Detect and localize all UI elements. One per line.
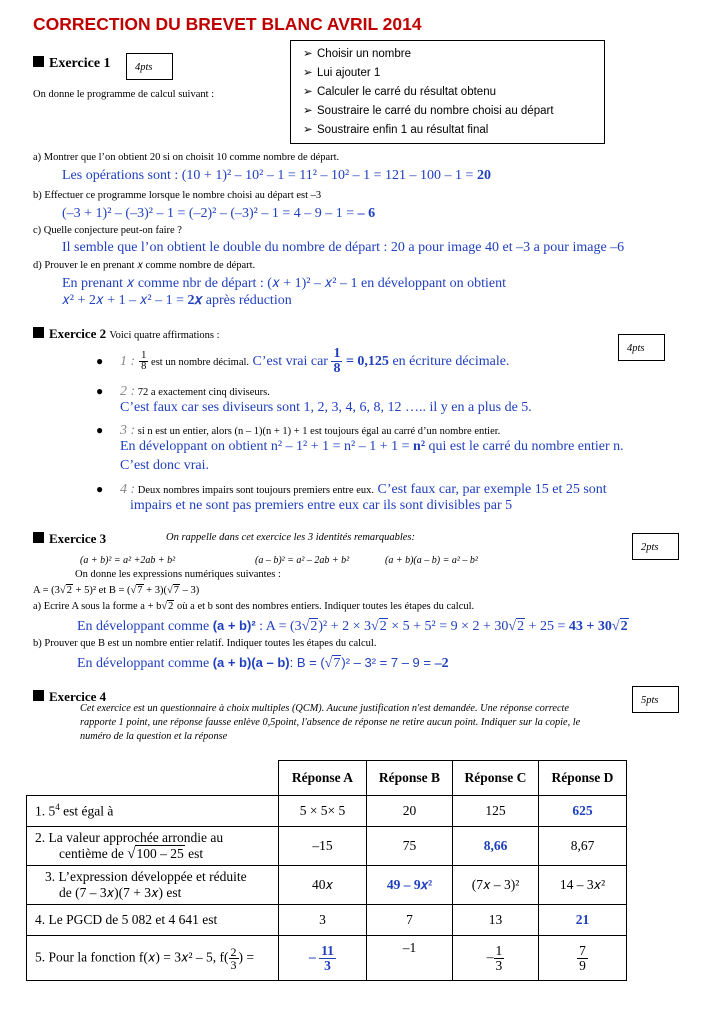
identity-1: (a + b)² = a² +2ab + b² <box>80 555 176 566</box>
fraction: $\frac{1}{8}$ <box>333 346 341 376</box>
answer-cell: 13 <box>453 905 539 936</box>
answer-cell: 3 <box>279 905 367 936</box>
affirmation-2: ● 2 : 72 a exactement cinq diviseurs. <box>96 384 270 399</box>
bullet-icon: ● <box>96 384 104 398</box>
answer-cell: 8,67 <box>539 827 627 866</box>
exercise-4-intro: Cet exercice est un questionnaire à choix multiples (QCM). Aucune justification n'est demandée. Une réponse correcte rapporte 1 point, une réponse fausse enlève 0,5point, l'absence de réponse ne retire aucun point. Indiquer sur la copie, le numéro de la question et la réponse <box>80 703 581 742</box>
points-box: 2pts <box>632 533 679 560</box>
answer-3-line1: En développant on obtient n² – 1² + 1 = n² – 1 + 1 = n² qui est le carré du nombre entier n. <box>120 439 624 454</box>
answer-4-line2: impairs et ne sont pas premiers entre eux car ils sont divisibles par 5 <box>130 498 513 513</box>
question-1d: d) Prouver le en prenant 𝑥 comme nombre de départ. <box>33 260 256 271</box>
arrow-icon: ➢ <box>303 105 313 117</box>
identity-3: (a + b)(a – b) = a² – b² <box>385 555 478 566</box>
answer-cell: 20 <box>367 796 453 827</box>
header-cell: Réponse A <box>279 761 367 796</box>
answer-cell: 5 × 5× 5 <box>279 796 367 827</box>
question-3a: a) Ecrire A sous la forme a + b√2 où a et b sont des nombres entiers. Indiquer toutes les étapes du calcul. <box>33 601 475 612</box>
table-header-row <box>27 761 627 796</box>
header-cell: Réponse B <box>367 761 453 796</box>
exercise-1-intro: On donne le programme de calcul suivant : <box>33 89 215 100</box>
question-cell: 4. Le PGCD de 5 082 et 4 641 est <box>27 905 279 936</box>
bullet-icon: ● <box>96 482 104 496</box>
arrow-icon: ➢ <box>303 67 313 79</box>
square-bullet-icon <box>33 532 44 543</box>
correct-answer-cell: 625 <box>539 796 627 827</box>
program-box <box>290 40 605 144</box>
table-row <box>27 936 627 981</box>
bullet-icon: ● <box>96 423 104 437</box>
question-cell: 2. La valeur approchée arrondie au centième de √100 – 25 est <box>27 827 279 866</box>
answer-3b: En développant comme (a + b)(a – b): B = (√7)² – 3² = 7 – 9 = –2 <box>77 655 449 671</box>
sqrt-symbol: √ <box>611 619 620 634</box>
sqrt-symbol: √ <box>324 656 333 671</box>
bullet-icon: ● <box>96 354 104 369</box>
answer-cell: –15 <box>279 827 367 866</box>
program-step: ➢ Calculer le carré du résultat obtenu <box>303 83 604 102</box>
answer-cell: – $\frac{1}{3}$ <box>453 936 539 981</box>
correct-answer-cell: – $\frac{11}{3}$ <box>279 936 367 981</box>
arrow-icon: ➢ <box>303 124 313 136</box>
page-title: CORRECTION DU BREVET BLANC AVRIL 2014 <box>33 14 422 34</box>
question-cell: 5. Pour la fonction f(𝑥) = 3𝑥² – 5, f( $\frac{2}{3}$ ) = <box>27 936 279 981</box>
square-bullet-icon <box>33 690 44 701</box>
exercise-4-heading: Exercice 4 <box>33 688 106 706</box>
answer-cell: 14 – 3𝑥² <box>539 866 627 905</box>
expressions-intro: On donne les expressions numériques suivantes : <box>75 569 281 580</box>
exercise-2-heading: Exercice 2 Voici quatre affirmations : <box>33 326 220 342</box>
expressions-A-B: A = (3√2 + 5)² et B = (√7 + 3)(√7 – 3) <box>33 585 200 596</box>
answer-cell: 75 <box>367 827 453 866</box>
answer-cell: 125 <box>453 796 539 827</box>
program-step: ➢ Soustraire le carré du nombre choisi au départ <box>303 102 604 121</box>
arrow-icon: ➢ <box>303 86 313 98</box>
answer-2: C’est faux car ses diviseurs sont 1, 2, 3, 4, 6, 8, 12 ….. il y en a plus de 5. <box>120 400 532 415</box>
sqrt-symbol: √ <box>508 619 517 634</box>
answer-cell: $\frac{7}{9}$ <box>539 936 627 981</box>
question-1a: a) Montrer que l’on obtient 20 si on choisit 10 comme nombre de départ. <box>33 152 340 163</box>
points-box: 4pts <box>618 334 665 361</box>
sqrt-symbol: √ <box>166 585 173 596</box>
identity-2: (a – b)² = a² – 2ab + b² <box>255 555 350 566</box>
arrow-icon: ➢ <box>303 48 313 60</box>
points-box: 4pts <box>126 53 173 80</box>
sqrt-symbol: √ <box>371 619 379 634</box>
exercise-1-heading: Exercice 1 <box>33 56 111 72</box>
table-row <box>27 796 627 827</box>
sqrt-symbol: √ <box>301 619 310 634</box>
exercise-3-intro: On rappelle dans cet exercice les 3 identités remarquables: <box>166 532 416 543</box>
affirmation-3: ● 3 : si n est un entier, alors (n – 1)(n + 1) + 1 est toujours égal au carré d’un nombre entier. <box>96 423 501 438</box>
answer-cell: 7 <box>367 905 453 936</box>
program-step: ➢ Choisir un nombre <box>303 45 604 64</box>
correct-answer-cell: 49 – 9𝑥² <box>367 866 453 905</box>
qcm-table <box>26 760 627 981</box>
table-row <box>27 866 627 905</box>
sqrt-symbol: √ <box>130 585 137 596</box>
answer-1b: (–3 + 1)² – (–3)² – 1 = (–2)² – (–3)² – 1 = 4 – 9 – 1 = – 6 <box>62 206 376 221</box>
question-3b: b) Prouver que B est un nombre entier relatif. Indiquer toutes les étapes du calcul. <box>33 638 377 649</box>
program-step: ➢ Lui ajouter 1 <box>303 64 604 83</box>
correct-answer-cell: 8,66 <box>453 827 539 866</box>
question-cell: 1. $5^4$ est égal à <box>27 796 279 827</box>
points-box: 5pts <box>632 686 679 713</box>
sqrt-symbol: √ <box>161 601 168 612</box>
fraction: $\frac{1}{8}$ <box>141 349 147 372</box>
sqrt-symbol: √ <box>59 585 66 596</box>
answer-1d-line2: 𝑥² + 2𝑥 + 1 – 𝑥² – 1 = 2𝑥 après réduction <box>62 293 292 308</box>
program-step: ➢ Soustraire enfin 1 au résultat final <box>303 121 604 140</box>
question-cell: 3. L’expression développée et réduite de (7 – 3𝑥)(7 + 3𝑥) est <box>27 866 279 905</box>
table-row <box>27 827 627 866</box>
answer-1a: Les opérations sont : (10 + 1)² – 10² – 1 = 11² – 10² – 1 = 121 – 100 – 1 = 20 <box>62 168 491 183</box>
square-bullet-icon <box>33 327 44 338</box>
answer-3a: En développant comme (a + b)² : A = (3√2)² + 2 × 3√2 × 5 + 5² = 9 × 2 + 30√2 + 25 = 43 + 30√2 <box>77 618 628 634</box>
answer-cell: 40𝑥 <box>279 866 367 905</box>
answer-cell: (7𝑥 – 3)² <box>453 866 539 905</box>
header-cell: Réponse D <box>539 761 627 796</box>
answer-1d-line1: En prenant 𝑥 comme nbr de départ : (𝑥 + 1)² – 𝑥² – 1 en développant on obtient <box>62 276 507 291</box>
exercise-3-heading: Exercice 3 <box>33 530 106 548</box>
question-1b: b) Effectuer ce programme lorsque le nombre choisi au départ est –3 <box>33 190 322 201</box>
affirmation-1: ● 1 : $\frac{1}{8}$ est un nombre décimal. C’est vrai car $\frac{1}{8}$ = 0,125 en écriture décimale. <box>96 346 510 376</box>
header-cell: Réponse C <box>453 761 539 796</box>
correct-answer-cell: 21 <box>539 905 627 936</box>
answer-3-line2: C’est donc vrai. <box>120 458 210 473</box>
answer-cell: –1 <box>367 936 453 981</box>
square-bullet-icon <box>33 56 44 67</box>
affirmation-4: ● 4 : Deux nombres impairs sont toujours premiers entre eux. C’est faux car, par exemple 15 et 25 sont <box>96 482 607 497</box>
answer-1c: Il semble que l’on obtient le double du nombre de départ : 20 a pour image 40 et –3 a pour image –6 <box>62 240 625 255</box>
table-row <box>27 905 627 936</box>
question-1c: c) Quelle conjecture peut-on faire ? <box>33 225 182 236</box>
